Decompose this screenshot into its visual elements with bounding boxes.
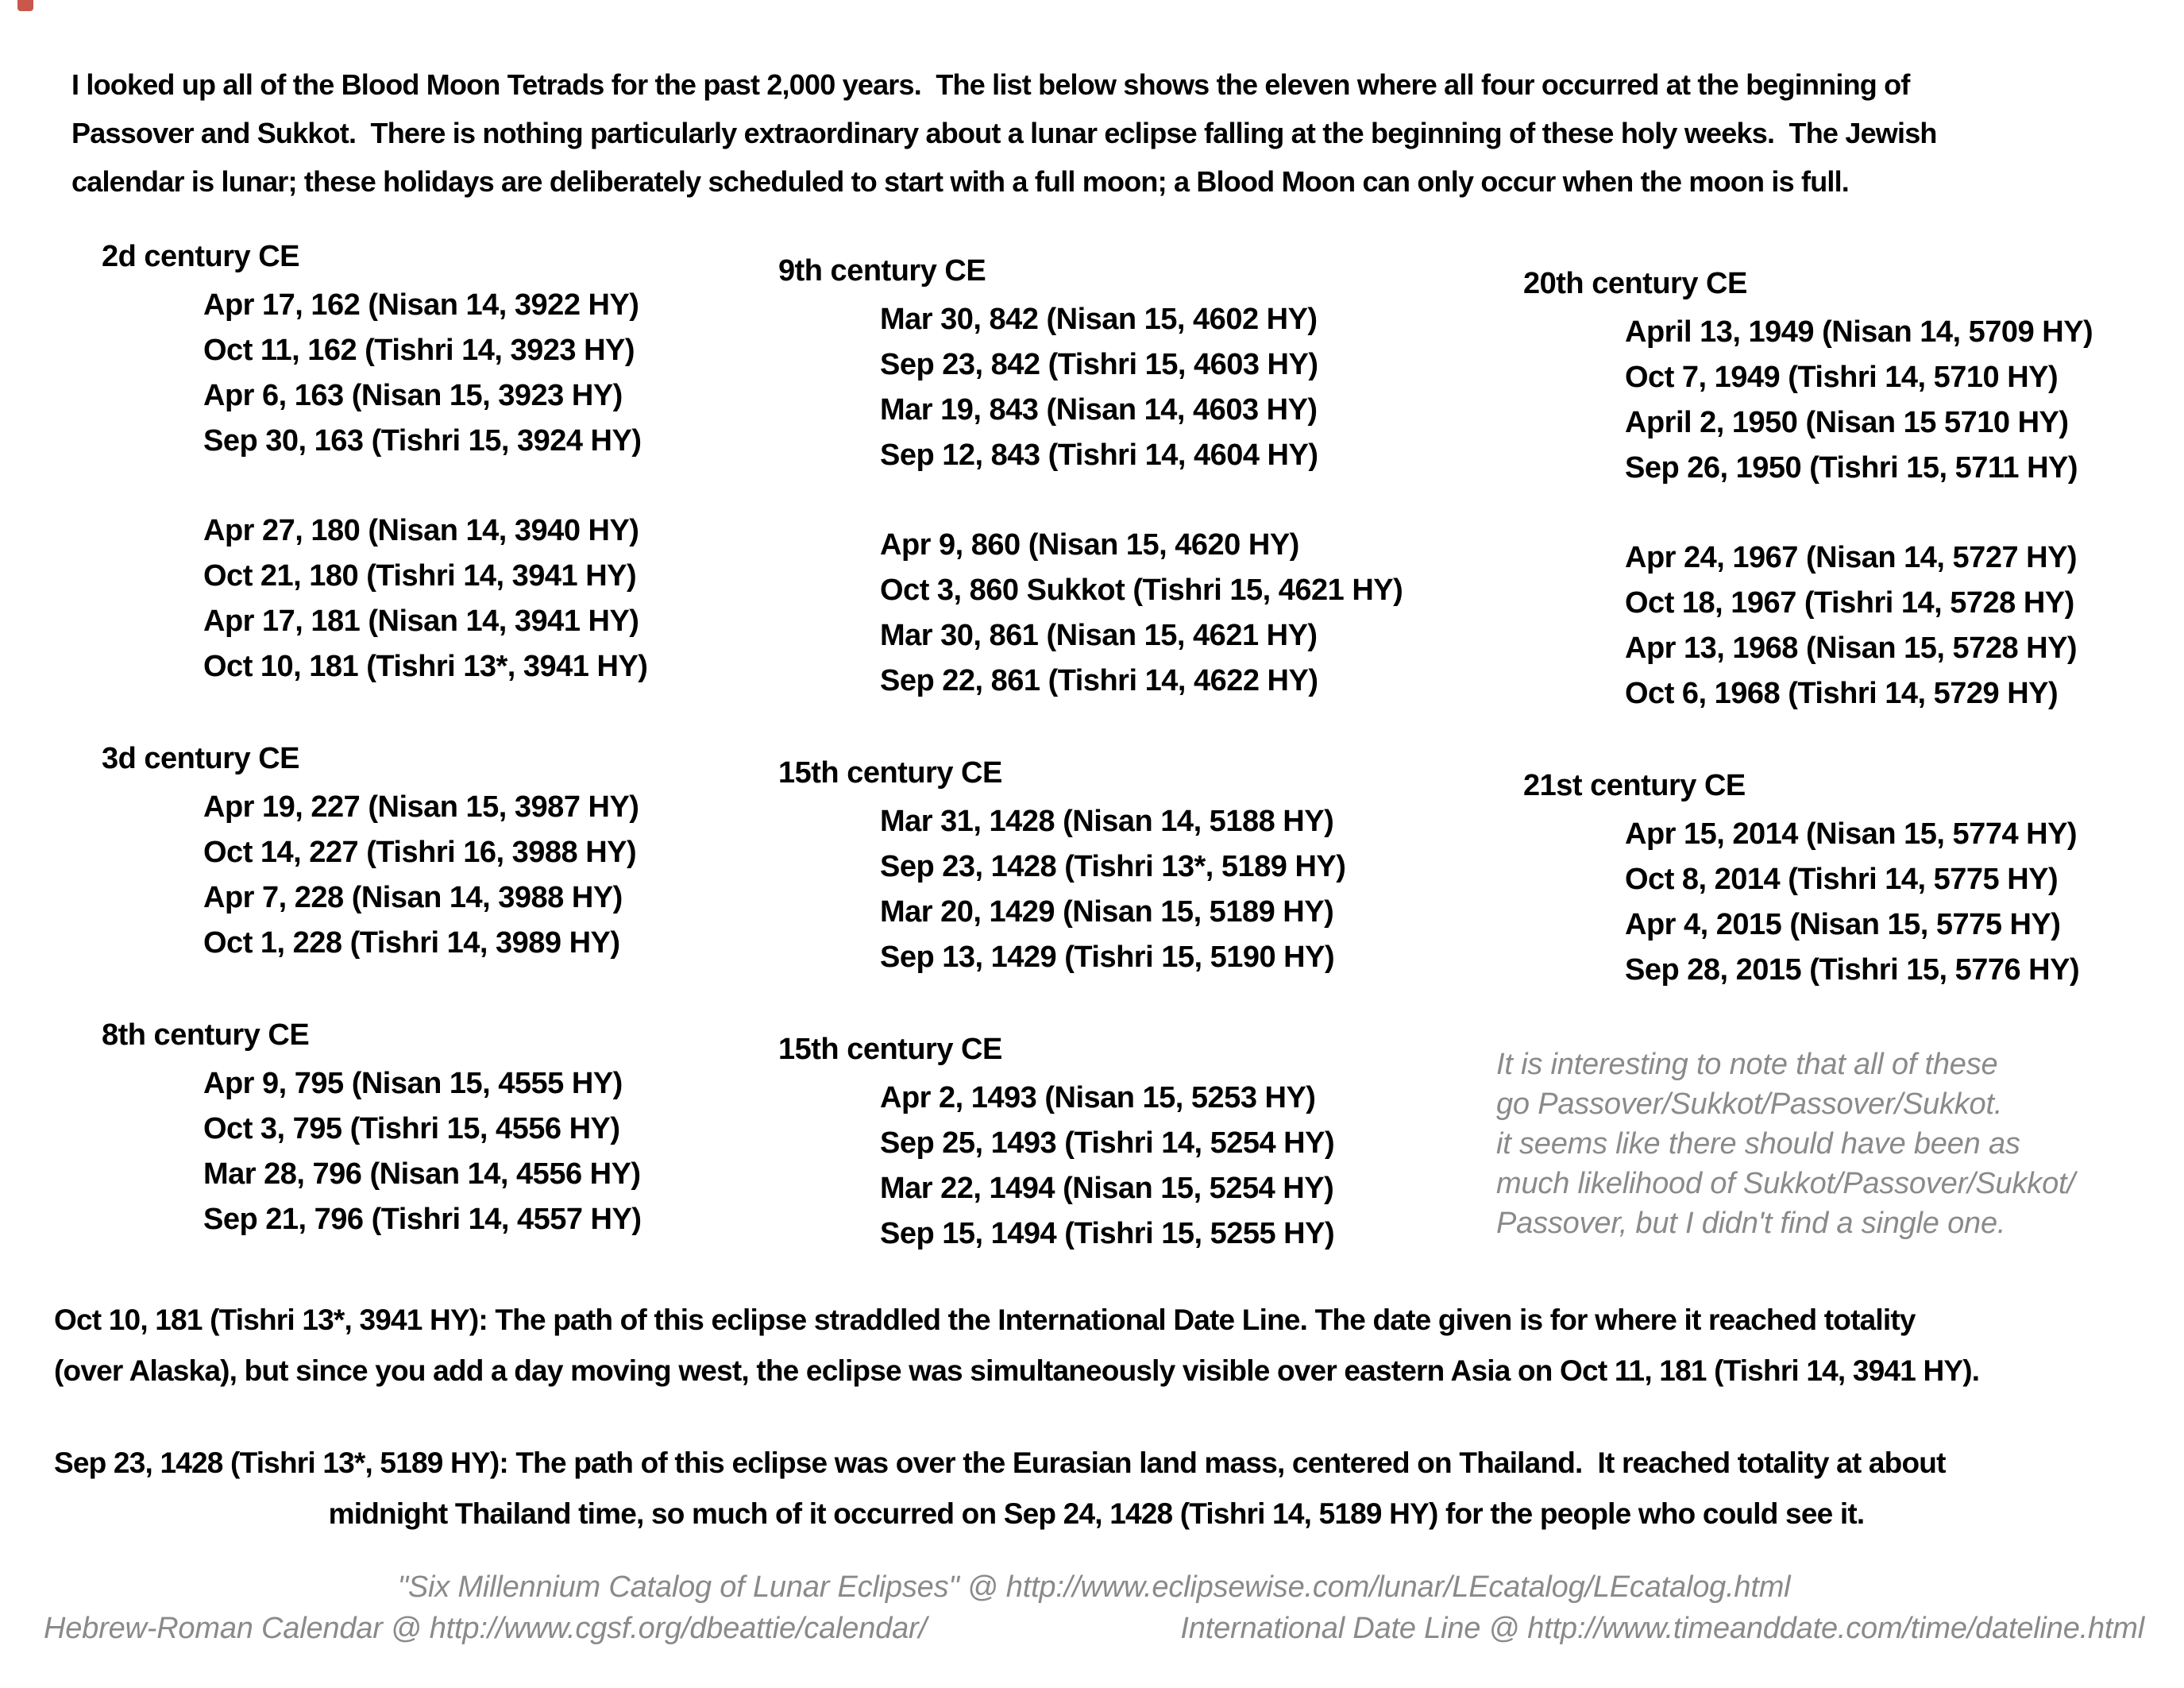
section-heading: 15th century CE [778, 756, 1002, 790]
footnote-line: Sep 23, 1428 (Tishri 13*, 5189 HY): The path of this eclipse was over the Eurasian land mass, centered on Thailand. It reached totality at about [54, 1447, 1946, 1479]
section-heading: 20th century CE [1523, 267, 1747, 300]
tetrad-entry: Sep 30, 163 (Tishri 15, 3924 HY) [203, 424, 642, 458]
tetrad-entry: Sep 23, 1428 (Tishri 13*, 5189 HY) [880, 850, 1346, 883]
century-section-8th [102, 1015, 647, 1242]
side-note-line: go Passover/Sukkot/Passover/Sukkot. [1496, 1087, 2003, 1121]
intro-line: I looked up all of the Blood Moon Tetrads for the past 2,000 years. The list below shows the eleven where all four occurred at the beginning of [71, 68, 1910, 101]
tetrad-entry: Apr 2, 1493 (Nisan 15, 5253 HY) [880, 1081, 1316, 1114]
intro-line: Passover and Sukkot. There is nothing particularly extraordinary about a lunar eclipse falling at the beginning of these holy weeks. The Jewish [71, 117, 1937, 149]
tetrad-entry: Apr 27, 180 (Nisan 14, 3940 HY) [203, 514, 639, 547]
tetrad-entry: Mar 31, 1428 (Nisan 14, 5188 HY) [880, 805, 1334, 838]
tetrad-entry: Oct 1, 228 (Tishri 14, 3989 HY) [203, 926, 620, 960]
tetrad-entry: Mar 22, 1494 (Nisan 15, 5254 HY) [880, 1172, 1334, 1205]
tetrad-entry: Sep 21, 796 (Tishri 14, 4557 HY) [203, 1203, 642, 1236]
tetrad-entry: Mar 20, 1429 (Nisan 15, 5189 HY) [880, 895, 1334, 929]
tetrad-entry: Mar 19, 843 (Nisan 14, 4603 HY) [880, 393, 1318, 427]
section-heading: 9th century CE [778, 254, 986, 288]
century-column-3 [1523, 264, 2093, 1042]
citation-lunar-eclipse-catalog: "Six Millennium Catalog of Lunar Eclipses" @ http://www.eclipsewise.com/lunar/LEcatalog/LEcatalog.html [397, 1570, 1791, 1604]
tetrad-entry: Mar 30, 842 (Nisan 15, 4602 HY) [880, 303, 1318, 336]
tetrad-entry: Apr 24, 1967 (Nisan 14, 5727 HY) [1625, 541, 2078, 574]
tetrad-entry: Sep 12, 843 (Tishri 14, 4604 HY) [880, 438, 1318, 472]
century-column-2 [778, 251, 1403, 1306]
tetrad-entry: Oct 7, 1949 (Tishri 14, 5710 HY) [1625, 361, 2059, 394]
tetrad-entry: Apr 6, 163 (Nisan 15, 3923 HY) [203, 379, 623, 412]
century-section-15th-a [778, 753, 1403, 980]
tetrad-entry: Mar 28, 796 (Nisan 14, 4556 HY) [203, 1157, 641, 1191]
tetrad-group [778, 523, 1403, 704]
tetrad-group [1523, 310, 2093, 491]
section-heading: 2d century CE [102, 240, 300, 273]
footnote-line: Oct 10, 181 (Tishri 13*, 3941 HY): The path of this eclipse straddled the International Date Line. The date given is for where it reached totality [54, 1304, 1916, 1336]
tetrad-entry: April 13, 1949 (Nisan 14, 5709 HY) [1625, 315, 2093, 349]
tetrad-entry: Mar 30, 861 (Nisan 15, 4621 HY) [880, 619, 1318, 652]
century-section-21st [1523, 766, 2093, 993]
tetrad-group [778, 799, 1403, 980]
tetrad-entry: Sep 13, 1429 (Tishri 15, 5190 HY) [880, 941, 1335, 974]
tetrad-group [778, 1076, 1403, 1257]
footnote-sep-23-1428 [54, 1438, 2139, 1539]
tetrad-entry: Sep 26, 1950 (Tishri 15, 5711 HY) [1625, 451, 2078, 485]
tetrad-entry: Apr 7, 228 (Nisan 14, 3988 HY) [203, 881, 623, 914]
century-section-2d [102, 237, 647, 689]
tetrad-entry: April 2, 1950 (Nisan 15 5710 HY) [1625, 406, 2069, 439]
tetrad-entry: Apr 9, 860 (Nisan 15, 4620 HY) [880, 528, 1299, 562]
tetrad-group [102, 283, 647, 464]
tetrad-entry: Oct 3, 795 (Tishri 15, 4556 HY) [203, 1112, 620, 1145]
century-section-15th-b [778, 1029, 1403, 1257]
citation-hebrew-roman-calendar: Hebrew-Roman Calendar @ http://www.cgsf.org/dbeattie/calendar/ [44, 1612, 927, 1645]
tetrad-entry: Apr 15, 2014 (Nisan 15, 5774 HY) [1625, 817, 2078, 851]
section-heading: 21st century CE [1523, 769, 1746, 802]
tetrad-group [102, 1061, 647, 1242]
side-note-line: much likelihood of Sukkot/Passover/Sukkot/ [1496, 1167, 2075, 1200]
century-section-20th [1523, 264, 2093, 717]
tetrad-entry: Oct 14, 227 (Tishri 16, 3988 HY) [203, 836, 637, 869]
footnote-oct-10-181 [54, 1295, 2139, 1396]
tetrad-entry: Oct 8, 2014 (Tishri 14, 5775 HY) [1625, 863, 2059, 896]
tetrad-entry: Oct 10, 181 (Tishri 13*, 3941 HY) [203, 650, 648, 683]
tetrad-entry: Apr 13, 1968 (Nisan 15, 5728 HY) [1625, 632, 2078, 665]
tetrad-entry: Apr 17, 162 (Nisan 14, 3922 HY) [203, 288, 639, 322]
tetrad-entry: Apr 4, 2015 (Nisan 15, 5775 HY) [1625, 908, 2061, 941]
tetrad-entry: Oct 21, 180 (Tishri 14, 3941 HY) [203, 559, 637, 593]
citation-line-2 [44, 1608, 2144, 1649]
century-section-3d [102, 739, 647, 966]
source-citations [44, 1566, 2144, 1649]
tetrad-group [1523, 535, 2093, 717]
tetrad-entry: Apr 17, 181 (Nisan 14, 3941 HY) [203, 605, 639, 638]
century-section-9th [778, 251, 1403, 704]
side-note-line: Passover, but I didn't find a single one. [1496, 1207, 2006, 1240]
tetrad-entry: Sep 23, 842 (Tishri 15, 4603 HY) [880, 348, 1318, 381]
tetrad-group [102, 508, 647, 689]
section-heading: 8th century CE [102, 1018, 310, 1052]
century-column-1 [102, 237, 647, 1292]
tetrad-entry: Oct 6, 1968 (Tishri 14, 5729 HY) [1625, 677, 2059, 710]
footnote-line: midnight Thailand time, so much of it occurred on Sep 24, 1428 (Tishri 14, 5189 HY) for the people who could see it. [328, 1497, 1865, 1530]
tetrad-entry: Sep 15, 1494 (Tishri 15, 5255 HY) [880, 1217, 1335, 1250]
corner-artifact [17, 0, 33, 11]
tetrad-group [1523, 812, 2093, 993]
tetrad-entry: Sep 25, 1493 (Tishri 14, 5254 HY) [880, 1126, 1335, 1160]
tetrad-entry: Apr 19, 227 (Nisan 15, 3987 HY) [203, 790, 639, 824]
tetrad-entry: Sep 22, 861 (Tishri 14, 4622 HY) [880, 664, 1318, 697]
tetrad-entry: Oct 18, 1967 (Tishri 14, 5728 HY) [1625, 586, 2074, 620]
intro-line: calendar is lunar; these holidays are deliberately scheduled to start with a full moon; a Blood Moon can only occur when the moon is full. [71, 165, 1850, 198]
side-note-line: It is interesting to note that all of these [1496, 1048, 1998, 1081]
side-note-line: it seems like there should have been as [1496, 1127, 2020, 1161]
tetrad-entry: Sep 28, 2015 (Tishri 15, 5776 HY) [1625, 953, 2080, 987]
tetrad-entry: Apr 9, 795 (Nisan 15, 4555 HY) [203, 1067, 623, 1100]
section-heading: 3d century CE [102, 742, 300, 775]
tetrad-entry: Oct 3, 860 Sukkot (Tishri 15, 4621 HY) [880, 574, 1403, 607]
footnote-line: (over Alaska), but since you add a day moving west, the eclipse was simultaneously visible over eastern Asia on Oct 11, 181 (Tishri 14, 3941 HY). [54, 1354, 1980, 1387]
tetrad-group [778, 297, 1403, 478]
intro-paragraph [71, 60, 1937, 206]
side-note [1496, 1045, 2075, 1243]
tetrad-group [102, 785, 647, 966]
citation-international-date-line: International Date Line @ http://www.timeanddate.com/time/dateline.html [1180, 1612, 2144, 1645]
section-heading: 15th century CE [778, 1033, 1002, 1066]
tetrad-entry: Oct 11, 162 (Tishri 14, 3923 HY) [203, 334, 635, 367]
